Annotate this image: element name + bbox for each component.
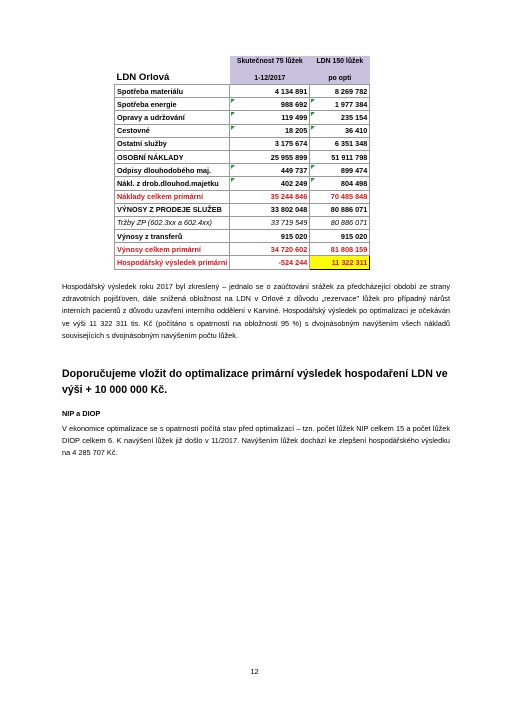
row-value-opti: 81 808 159 bbox=[310, 243, 370, 256]
table-row bbox=[115, 111, 370, 124]
row-label: Cestovné bbox=[115, 124, 230, 137]
table-row bbox=[115, 150, 370, 163]
row-value-opti: 51 911 798 bbox=[310, 150, 370, 163]
table-row bbox=[115, 230, 370, 243]
table-row bbox=[115, 216, 370, 229]
row-label: Tržby ZP (602.3xx a 602.4xx) bbox=[115, 216, 230, 229]
row-value-actual: 34 720 602 bbox=[230, 243, 310, 256]
green-flag-icon bbox=[231, 126, 235, 130]
row-label: Ostatní služby bbox=[115, 137, 230, 150]
table-row bbox=[115, 164, 370, 177]
row-value-opti: 8 269 782 bbox=[310, 85, 370, 98]
row-value-opti: 36 410 bbox=[344, 126, 368, 136]
ldn-orlova-table bbox=[114, 56, 370, 270]
green-flag-icon bbox=[231, 178, 235, 182]
row-label: Výnosy celkem primární bbox=[115, 243, 230, 256]
table-row bbox=[115, 98, 370, 111]
row-value-opti: 70 485 848 bbox=[310, 190, 370, 203]
paragraph-nip-diop: V ekonomice optimalizace se s opatrností počítá stav před optimalizací – tzn. počet lůžek NIP celkem 15 a počet lůžek DIOP celkem 6. K navýšení lůžek již došlo v 11/2017. Navýšením lůžek dochází ke zlepšení hospodářského výsledku na 4 285 707 Kč. bbox=[62, 424, 450, 458]
paragraph-result-2017: Hospodářský výsledek roku 2017 byl zkreslený – jednalo se o zaúčtování srážek za předcházející období ze strany zdravotních pojišťoven, dále snížená obložnost na LDN v Orlové z důvodu „rezervace" lůžek pro případný nárůst interních pacientů z důvodu uzavření interního oddělení v Karviné. Hospodářský výsledek po optimalizaci je očekáván ve výši 11 322 311 tis. Kč (počítáno s opatrností na obložnosti 95 %) s dvojnásobným navýšením všech nákladů souvisejících s dvojnásobným navýšením počtu lůžek. bbox=[62, 282, 450, 340]
recommendation-heading: Doporučujeme vložit do optimalizace primární výsledek hospodaření LDN ve výši + 10 000 000 Kč. bbox=[62, 368, 448, 396]
header-col1-line2: 1-12/2017 bbox=[230, 66, 310, 85]
row-label: Spotřeba materiálu bbox=[115, 85, 230, 98]
row-label: Hospodářský výsledek primární bbox=[115, 256, 230, 269]
table-row bbox=[115, 203, 370, 216]
row-value-actual: -524 244 bbox=[230, 256, 310, 269]
row-value-actual: 449 737 bbox=[280, 165, 308, 175]
table-title: LDN Orlová bbox=[116, 72, 170, 83]
green-flag-icon bbox=[311, 99, 315, 103]
row-value-actual: 988 692 bbox=[280, 99, 308, 109]
green-flag-icon bbox=[231, 165, 235, 169]
table-row bbox=[115, 137, 370, 150]
row-value-actual: 35 244 846 bbox=[230, 190, 310, 203]
row-value-opti: 6 351 348 bbox=[310, 137, 370, 150]
table-row bbox=[115, 177, 370, 190]
header-col1-line1: Skutečnost 75 lůžek bbox=[230, 56, 310, 66]
green-flag-icon bbox=[231, 99, 235, 103]
section-subheading: NIP a DIOP bbox=[62, 409, 101, 418]
table-row bbox=[115, 85, 370, 98]
row-label: Výnosy z transferů bbox=[115, 230, 230, 243]
row-value-actual: 4 134 891 bbox=[230, 85, 310, 98]
header-col2-line2: po opti bbox=[310, 66, 370, 85]
row-value-opti: 899 474 bbox=[340, 165, 368, 175]
row-value-actual: 18 205 bbox=[284, 126, 308, 136]
row-label: VÝNOSY Z PRODEJE SLUŽEB bbox=[115, 203, 230, 216]
row-value-actual: 33 802 048 bbox=[230, 203, 310, 216]
header-col2-line1: LDN 150 lůžek bbox=[310, 56, 370, 66]
green-flag-icon bbox=[231, 112, 235, 116]
green-flag-icon bbox=[311, 165, 315, 169]
page-number: 12 bbox=[250, 667, 259, 676]
row-value-actual: 25 955 899 bbox=[230, 150, 310, 163]
row-label: Nákl. z drob.dlouhod.majetku bbox=[115, 177, 230, 190]
row-value-opti-highlight: 11 322 311 bbox=[310, 256, 370, 269]
green-flag-icon bbox=[311, 112, 315, 116]
table-row-result bbox=[115, 256, 370, 269]
row-value-opti: 235 154 bbox=[340, 112, 368, 122]
table-header-row-2 bbox=[115, 66, 370, 85]
table-header-row-1 bbox=[115, 56, 370, 66]
green-flag-icon bbox=[311, 126, 315, 130]
row-label: Opravy a udržování bbox=[115, 111, 230, 124]
row-value-actual: 119 499 bbox=[281, 112, 308, 122]
row-value-actual: 915 020 bbox=[230, 230, 310, 243]
row-value-actual: 3 175 674 bbox=[230, 137, 310, 150]
table-row-revenues-total bbox=[115, 243, 370, 256]
row-value-opti: 1 977 384 bbox=[334, 99, 368, 109]
row-value-opti: 915 020 bbox=[310, 230, 370, 243]
row-value-opti: 804 498 bbox=[340, 178, 368, 188]
row-label: Spotřeba energie bbox=[115, 98, 230, 111]
row-value-opti: 80 886 071 bbox=[310, 216, 370, 229]
green-flag-icon bbox=[311, 178, 315, 182]
table-row bbox=[115, 124, 370, 137]
table-row-costs-total bbox=[115, 190, 370, 203]
row-value-actual: 33 719 549 bbox=[230, 216, 310, 229]
row-value-opti: 80 886 071 bbox=[310, 203, 370, 216]
row-label: OSOBNÍ NÁKLADY bbox=[115, 150, 230, 163]
row-label: Odpisy dlouhodobého maj. bbox=[115, 164, 230, 177]
row-value-actual: 402 249 bbox=[280, 178, 308, 188]
row-label: Náklady celkem primární bbox=[115, 190, 230, 203]
